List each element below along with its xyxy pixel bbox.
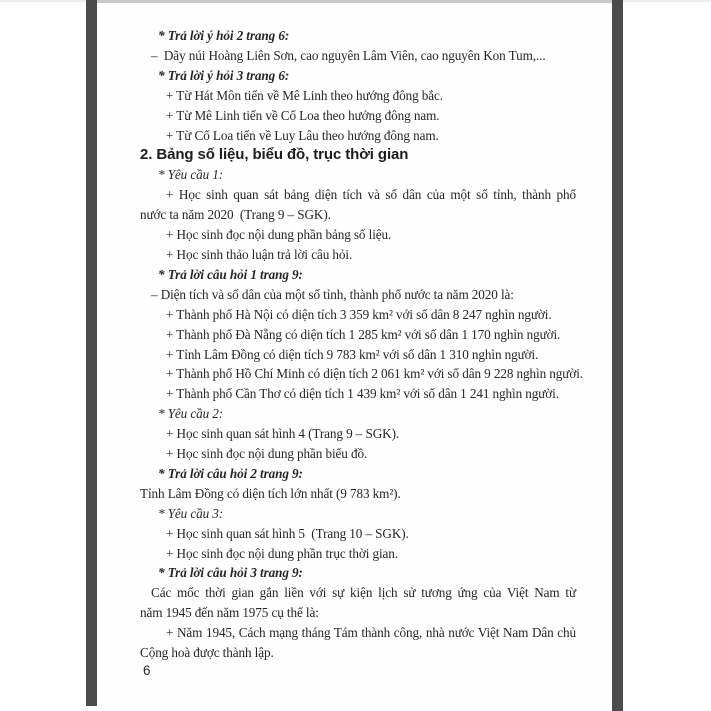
right-page-edge-shadow	[612, 0, 623, 711]
text-line: * Trả lời câu hỏi 3 trang 9:	[158, 565, 303, 581]
text-line: Tỉnh Lâm Đồng có diện tích lớn nhất (9 783 km²).	[140, 485, 401, 501]
text-line: + Học sinh quan sát hình 4 (Trang 9 – SGK).	[166, 426, 400, 442]
page-text-block	[140, 26, 583, 663]
text-line: Các mốc thời gian gắn liền với sự kiện lịch sử tương ứng của Việt Nam từ	[151, 585, 576, 601]
text-line: * Trả lời câu hỏi 1 trang 9:	[158, 266, 303, 282]
text-line: + Từ Hát Môn tiến về Mê Linh theo hướng đông bắc.	[166, 87, 444, 103]
text-line: năm 1945 đến năm 1975 cụ thể là:	[140, 605, 319, 621]
text-line: * Trả lời ý hỏi 2 trang 6:	[158, 28, 290, 43]
text-line: – Dãy núi Hoàng Liên Sơn, cao nguyên Lâm Viên, cao nguyên Kon Tum,...	[151, 47, 546, 63]
text-line: * Yêu cầu 1:	[158, 167, 224, 183]
section-heading: 2. Bảng số liệu, biểu đồ, trục thời gian	[140, 146, 409, 164]
text-line: + Học sinh thảo luận trả lời câu hỏi.	[166, 246, 353, 262]
text-line: + Năm 1945, Cách mạng tháng Tám thành công, nhà nước Việt Nam Dân chủ	[166, 625, 576, 641]
text-line: nước ta năm 2020 (Trang 9 – SGK).	[140, 207, 331, 223]
text-line: + Tỉnh Lâm Đồng có diện tích 9 783 km² với số dân 1 310 nghìn người.	[166, 346, 539, 362]
text-line: + Học sinh quan sát bảng diện tích và số dân của một số tỉnh, thành phố	[166, 187, 576, 203]
text-line: + Từ Mê Linh tiến về Cổ Loa theo hướng đông nam.	[166, 107, 440, 123]
text-line: + Học sinh đọc nội dung phần bảng số liệu.	[166, 227, 392, 243]
text-line: * Trả lời câu hỏi 2 trang 9:	[158, 465, 303, 481]
book-page	[97, 0, 612, 711]
text-line: * Trả lời ý hỏi 3 trang 6:	[158, 67, 290, 83]
text-line: + Thành phố Hồ Chí Minh có diện tích 2 061 km² với số dân 9 228 nghìn người.	[166, 366, 583, 382]
page-top-edge-line	[97, 0, 612, 3]
text-line: + Thành phố Hà Nội có diện tích 3 359 km² với số dân 8 247 nghìn người.	[166, 306, 552, 322]
text-line: + Học sinh đọc nội dung phần biểu đồ.	[166, 446, 368, 462]
page-number: 6	[143, 663, 151, 678]
text-line: * Yêu cầu 3:	[158, 505, 224, 521]
text-line: + Thành phố Đà Nẵng có diện tích 1 285 km² với số dân 1 170 nghìn người.	[166, 326, 561, 342]
left-page-edge-shadow	[86, 0, 97, 706]
text-line: + Thành phố Cần Thơ có diện tích 1 439 km² với số dân 1 241 nghìn người.	[166, 386, 559, 402]
text-line: – Diện tích và số dân của một số tỉnh, thành phố nước ta năm 2020 là:	[151, 286, 514, 302]
text-line: Cộng hoà được thành lập.	[140, 645, 274, 661]
text-line: * Yêu cầu 2:	[158, 406, 224, 422]
text-line: + Học sinh đọc nội dung phần trục thời gian.	[166, 545, 398, 561]
text-line: + Từ Cổ Loa tiến về Luy Lâu theo hướng đông nam.	[166, 127, 439, 143]
text-line: + Học sinh quan sát hình 5 (Trang 10 – SGK).	[166, 525, 409, 541]
